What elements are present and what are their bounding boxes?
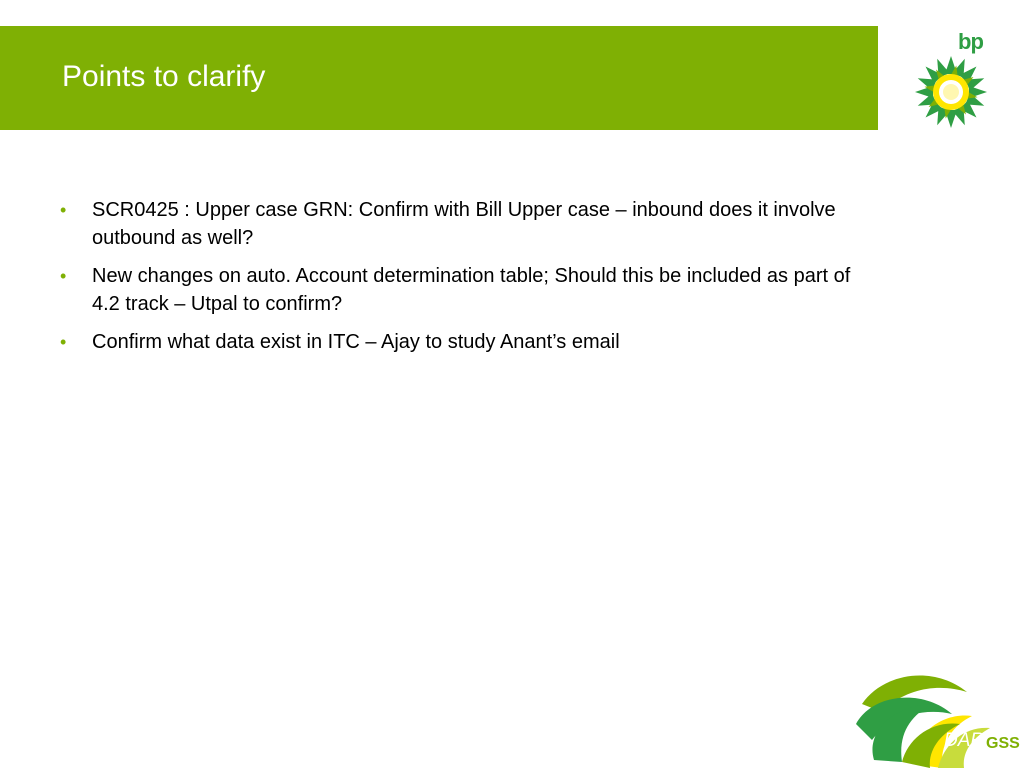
- bullet-text: New changes on auto. Account determination table; Should this be included as part of 4.2 track – Utpal to confirm?: [92, 265, 851, 315]
- bp-wordmark: bp: [958, 29, 983, 54]
- bullet-item: [60, 196, 870, 252]
- slide-title: Points to clarify: [62, 60, 266, 93]
- dart-wordmark: DART: [944, 730, 996, 751]
- bullet-item: [60, 328, 870, 356]
- bp-helios-logo-icon: [904, 30, 998, 132]
- bullet-icon: •: [60, 332, 67, 352]
- bullet-icon: •: [60, 200, 67, 220]
- bullet-text: Confirm what data exist in ITC – Ajay to study Anant’s email: [92, 331, 620, 353]
- bullet-item: [60, 262, 870, 318]
- bullet-icon: •: [60, 266, 67, 286]
- bullet-text: SCR0425 : Upper case GRN: Confirm with Bill Upper case – inbound does it involve outbound as well?: [92, 199, 836, 249]
- bullet-list: [60, 196, 870, 366]
- gss-wordmark: GSS: [986, 735, 1020, 752]
